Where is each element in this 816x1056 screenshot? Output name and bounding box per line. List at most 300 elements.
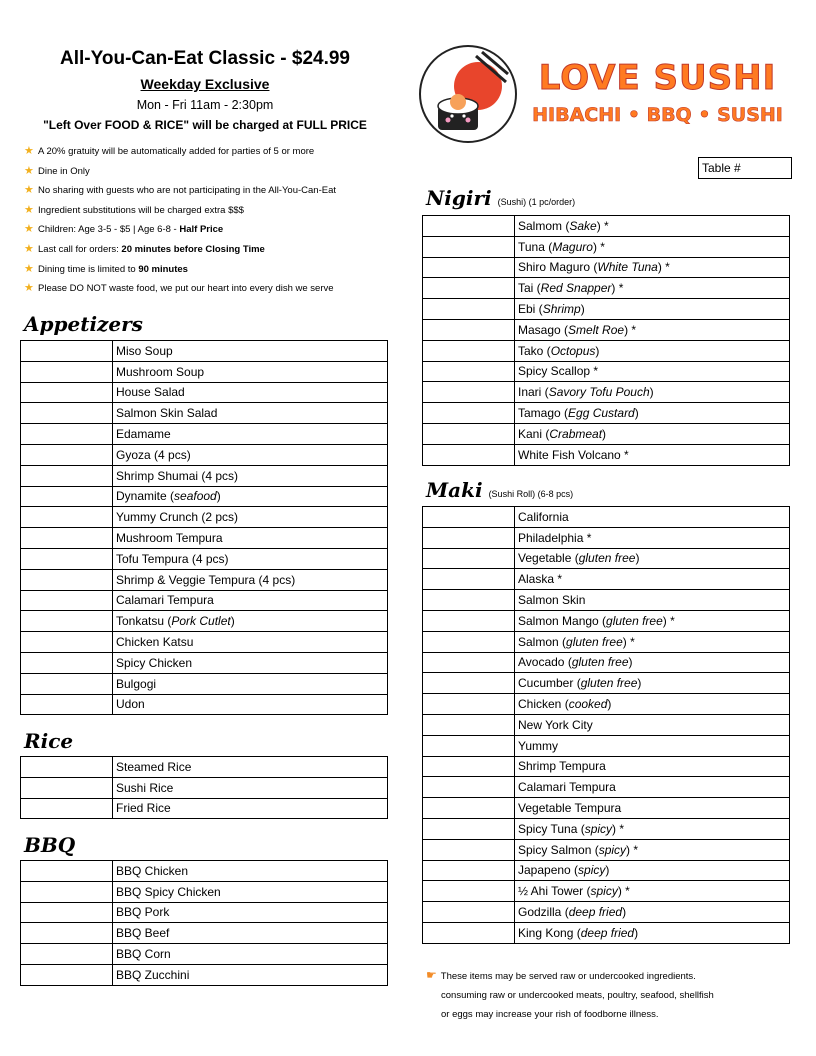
item-suffix: ) <box>634 406 639 421</box>
menu-row <box>423 922 790 943</box>
menu-item-name <box>515 527 790 548</box>
menu-row <box>423 507 790 528</box>
menu-item-name <box>515 319 790 340</box>
quantity-cell[interactable] <box>423 216 515 237</box>
menu-row <box>423 569 790 590</box>
menu-subtitle: Weekday Exclusive <box>140 76 270 92</box>
menu-item-name <box>515 361 790 382</box>
item-label: Calamari Tempura <box>116 593 214 608</box>
bbq-heading: BBQ <box>24 833 76 857</box>
rule-text: Dine in Only <box>38 165 90 177</box>
item-label: Chicken ( <box>518 697 569 712</box>
menu-item-name <box>113 444 388 465</box>
brand-block <box>520 58 795 126</box>
item-label: Salmon ( <box>518 634 567 649</box>
quantity-cell[interactable] <box>21 486 113 507</box>
item-label: Steamed Rice <box>116 759 192 774</box>
quantity-cell[interactable] <box>423 569 515 590</box>
menu-item-name <box>113 757 388 778</box>
quantity-cell[interactable] <box>21 507 113 528</box>
item-label: Spicy Chicken <box>116 655 193 670</box>
menu-item-name <box>515 236 790 257</box>
menu-row <box>21 881 388 902</box>
quantity-cell[interactable] <box>423 652 515 673</box>
quantity-cell[interactable] <box>423 777 515 798</box>
item-descriptor: cooked <box>568 697 608 712</box>
rice-heading: Rice <box>24 729 74 753</box>
menu-item-name <box>113 590 388 611</box>
menu-item-name <box>113 486 388 507</box>
menu-row <box>21 507 388 528</box>
item-descriptor: deep fried <box>580 925 635 940</box>
star-icon: ★ <box>24 223 34 236</box>
menu-item-name <box>515 444 790 465</box>
item-descriptor: spicy <box>598 842 627 857</box>
menu-item-name <box>515 673 790 694</box>
item-suffix: ) <box>230 614 235 629</box>
quantity-cell[interactable] <box>423 299 515 320</box>
item-label: Shiro Maguro ( <box>518 260 598 275</box>
menu-item-name <box>515 299 790 320</box>
menu-item-name <box>113 673 388 694</box>
quantity-cell[interactable] <box>423 423 515 444</box>
item-label: BBQ Spicy Chicken <box>116 884 221 899</box>
menu-item-name <box>515 756 790 777</box>
menu-item-name <box>515 403 790 424</box>
quantity-cell[interactable] <box>423 922 515 943</box>
item-suffix: ) * <box>612 821 625 836</box>
star-icon: ★ <box>24 282 34 295</box>
item-descriptor: deep fried <box>568 905 623 920</box>
item-label: King Kong ( <box>518 925 581 940</box>
item-descriptor: seafood <box>174 489 217 504</box>
quantity-cell[interactable] <box>21 652 113 673</box>
menu-item-name <box>515 777 790 798</box>
menu-row <box>423 631 790 652</box>
item-suffix: ) * <box>611 281 624 296</box>
item-descriptor: White Tuna <box>597 260 658 275</box>
item-label: Mushroom Soup <box>116 364 205 379</box>
item-label: Gyoza (4 pcs) <box>116 447 191 462</box>
item-label: California <box>518 509 569 524</box>
menu-row <box>423 216 790 237</box>
menu-row <box>423 319 790 340</box>
quantity-cell[interactable] <box>423 590 515 611</box>
menu-row <box>423 236 790 257</box>
item-suffix: ) <box>607 697 612 712</box>
brand-name: LOVE SUSHI <box>538 58 777 98</box>
menu-item-name <box>113 861 388 882</box>
menu-item-name <box>515 507 790 528</box>
item-label: Salmom ( <box>518 218 570 233</box>
quantity-cell[interactable] <box>21 465 113 486</box>
menu-item-name <box>515 569 790 590</box>
footnote-line-3: or eggs may increase your rish of foodborne illness. <box>441 1009 659 1020</box>
bbq-table <box>20 860 388 986</box>
quantity-cell[interactable] <box>423 839 515 860</box>
quantity-cell[interactable] <box>423 507 515 528</box>
item-label: Bulgogi <box>116 676 157 691</box>
item-label: Vegetable ( <box>518 551 579 566</box>
rule-text: Dining time is limited to <box>38 263 139 275</box>
item-suffix: ) <box>649 385 654 400</box>
item-label: Sushi Rice <box>116 780 174 795</box>
item-label: House Salad <box>116 385 185 400</box>
star-icon: ★ <box>24 164 34 177</box>
item-label: Vegetable Tempura <box>518 801 622 816</box>
quantity-cell[interactable] <box>21 798 113 819</box>
item-label: White Fish Volcano * <box>518 447 629 462</box>
rule-item <box>24 220 394 240</box>
rice-table <box>20 756 388 819</box>
menu-row <box>21 569 388 590</box>
rule-text: No sharing with guests who are not participating in the All-You-Can-Eat <box>38 185 337 197</box>
menu-item-name <box>515 257 790 278</box>
menu-item-name <box>113 361 388 382</box>
menu-row <box>423 527 790 548</box>
quantity-cell[interactable] <box>21 944 113 965</box>
menu-item-name <box>113 777 388 798</box>
item-label: Cucumber ( <box>518 676 581 691</box>
menu-item-name <box>113 944 388 965</box>
menu-row <box>423 881 790 902</box>
item-descriptor: gluten free <box>571 655 629 670</box>
item-descriptor: gluten free <box>578 551 636 566</box>
menu-row <box>423 361 790 382</box>
menu-row <box>423 403 790 424</box>
quantity-cell[interactable] <box>423 278 515 299</box>
quantity-cell[interactable] <box>423 694 515 715</box>
nigiri-note: (Sushi) (1 pc/order) <box>497 197 576 207</box>
quantity-cell[interactable] <box>423 798 515 819</box>
quantity-cell[interactable] <box>423 403 515 424</box>
menu-row <box>423 902 790 923</box>
quantity-cell[interactable] <box>21 694 113 715</box>
menu-row <box>423 548 790 569</box>
item-suffix: ) <box>580 302 585 317</box>
maki-note: (Sushi Roll) (6-8 pcs) <box>488 489 574 499</box>
menu-row <box>423 694 790 715</box>
star-icon: ★ <box>24 145 34 157</box>
item-descriptor: Savory Tofu Pouch <box>548 385 650 400</box>
menu-row <box>21 944 388 965</box>
menu-row <box>21 777 388 798</box>
menu-row <box>423 257 790 278</box>
footnote-line-2: consuming raw or undercooked meats, poultry, seafood, shellfish <box>441 990 714 1001</box>
menu-row <box>423 839 790 860</box>
menu-item-name <box>113 548 388 569</box>
item-label: Tako ( <box>518 343 551 358</box>
item-label: Yummy Crunch (2 pcs) <box>116 510 239 525</box>
menu-row <box>21 902 388 923</box>
leftover-warning: "Left Over FOOD & RICE" will be charged at FULL PRICE <box>43 118 367 132</box>
rule-text: Please DO NOT waste food, we put our heart into every dish we serve <box>38 283 334 295</box>
quantity-cell[interactable] <box>21 590 113 611</box>
menu-row <box>21 632 388 653</box>
quantity-cell[interactable] <box>423 361 515 382</box>
quantity-cell[interactable] <box>21 403 113 424</box>
item-suffix: ) * <box>617 884 630 899</box>
rule-item <box>24 260 394 280</box>
menu-row <box>21 652 388 673</box>
quantity-cell[interactable] <box>423 881 515 902</box>
menu-row <box>423 590 790 611</box>
menu-row <box>21 673 388 694</box>
menu-item-name <box>515 278 790 299</box>
maki-title: Maki <box>426 478 483 502</box>
quantity-cell[interactable] <box>21 923 113 944</box>
quantity-cell[interactable] <box>21 757 113 778</box>
item-label: Masago ( <box>518 322 569 337</box>
menu-item-name <box>113 569 388 590</box>
item-suffix: ) <box>635 551 640 566</box>
star-icon: ★ <box>24 184 34 197</box>
rule-emphasis: 90 minutes <box>138 263 188 275</box>
menu-item-name <box>113 382 388 403</box>
brand-tagline: HIBACHI • BBQ • SUSHI <box>532 104 783 126</box>
nigiri-title: Nigiri <box>426 186 492 210</box>
quantity-cell[interactable] <box>423 902 515 923</box>
item-descriptor: Red Snapper <box>540 281 612 296</box>
rule-item <box>24 181 394 201</box>
menu-row <box>423 798 790 819</box>
item-suffix: ) * <box>626 842 639 857</box>
item-descriptor: gluten free <box>580 676 638 691</box>
appetizers-heading: Appetizers <box>24 312 143 336</box>
quantity-cell[interactable] <box>21 361 113 382</box>
quantity-cell[interactable] <box>423 631 515 652</box>
menu-header <box>20 48 390 132</box>
item-descriptor: Octopus <box>550 343 596 358</box>
menu-item-name <box>113 424 388 445</box>
item-label: Japapeno ( <box>518 863 579 878</box>
raw-food-footnote <box>426 966 796 1024</box>
menu-row <box>423 735 790 756</box>
menu-row <box>423 610 790 631</box>
quantity-cell[interactable] <box>21 341 113 362</box>
quantity-cell[interactable] <box>423 340 515 361</box>
menu-row <box>423 444 790 465</box>
star-icon: ★ <box>24 203 34 216</box>
nigiri-heading <box>426 186 575 210</box>
menu-row <box>21 444 388 465</box>
quantity-cell[interactable] <box>423 319 515 340</box>
item-suffix: ) <box>634 925 639 940</box>
quantity-cell[interactable] <box>423 382 515 403</box>
rule-item <box>24 142 394 162</box>
table-number-field[interactable]: Table # <box>698 157 792 179</box>
quantity-cell[interactable] <box>21 777 113 798</box>
item-descriptor: spicy <box>578 863 606 878</box>
item-label: BBQ Beef <box>116 926 170 941</box>
quantity-cell[interactable] <box>423 860 515 881</box>
menu-item-name <box>113 964 388 985</box>
quantity-cell[interactable] <box>423 610 515 631</box>
item-descriptor: Maguro <box>552 239 593 254</box>
item-suffix: ) * <box>622 634 635 649</box>
item-suffix: ) <box>628 655 633 670</box>
item-label: Kani ( <box>518 426 550 441</box>
menu-row <box>21 382 388 403</box>
menu-item-name <box>113 507 388 528</box>
menu-item-name <box>113 528 388 549</box>
item-label: New York City <box>518 717 593 732</box>
quantity-cell[interactable] <box>21 528 113 549</box>
menu-row <box>21 341 388 362</box>
item-label: BBQ Zucchini <box>116 967 190 982</box>
rule-item <box>24 279 394 299</box>
menu-item-name <box>515 631 790 652</box>
menu-item-name <box>515 610 790 631</box>
menu-row <box>21 694 388 715</box>
maki-heading <box>426 478 573 502</box>
menu-item-name <box>515 340 790 361</box>
menu-row <box>21 590 388 611</box>
star-icon: ★ <box>24 262 34 275</box>
item-descriptor: Egg Custard <box>568 406 635 421</box>
quantity-cell[interactable] <box>423 756 515 777</box>
quantity-cell[interactable] <box>21 902 113 923</box>
item-suffix: ) <box>622 905 627 920</box>
quantity-cell[interactable] <box>21 881 113 902</box>
item-label: Spicy Scallop * <box>518 364 599 379</box>
item-descriptor: Sake <box>569 218 597 233</box>
item-label: Tofu Tempura (4 pcs) <box>116 551 229 566</box>
item-label: Philadelphia * <box>518 530 592 545</box>
menu-item-name <box>515 881 790 902</box>
footnote-line-1: These items may be served raw or undercooked ingredients. <box>440 971 696 982</box>
menu-item-name <box>515 735 790 756</box>
quantity-cell[interactable] <box>21 861 113 882</box>
item-label: Yummy <box>518 738 559 753</box>
item-label: Tamago ( <box>518 406 569 421</box>
menu-item-name <box>515 902 790 923</box>
menu-row <box>423 278 790 299</box>
quantity-cell[interactable] <box>21 382 113 403</box>
menu-row <box>423 299 790 320</box>
quantity-cell[interactable] <box>21 569 113 590</box>
item-label: Dynamite ( <box>116 489 175 504</box>
menu-item-name <box>515 652 790 673</box>
item-label: BBQ Pork <box>116 905 170 920</box>
rule-item <box>24 240 394 260</box>
quantity-cell[interactable] <box>423 236 515 257</box>
quantity-cell[interactable] <box>21 424 113 445</box>
menu-item-name <box>113 902 388 923</box>
item-suffix: ) * <box>592 239 605 254</box>
rules-list <box>24 142 394 299</box>
menu-item-name <box>113 632 388 653</box>
item-label: Tuna ( <box>518 239 553 254</box>
quantity-cell[interactable] <box>21 548 113 569</box>
item-label: Salmon Mango ( <box>518 613 607 628</box>
rule-text: A 20% gratuity will be automatically added for parties of 5 or more <box>38 146 315 157</box>
item-label: Shrimp & Veggie Tempura (4 pcs) <box>116 572 296 587</box>
menu-row <box>423 382 790 403</box>
quantity-cell[interactable] <box>423 548 515 569</box>
quantity-cell[interactable] <box>21 444 113 465</box>
item-suffix: ) <box>595 343 600 358</box>
item-descriptor: spicy <box>584 821 613 836</box>
menu-row <box>423 714 790 735</box>
item-label: Miso Soup <box>116 343 173 358</box>
menu-row <box>21 548 388 569</box>
menu-row <box>423 756 790 777</box>
quantity-cell[interactable] <box>423 444 515 465</box>
item-suffix: ) * <box>662 613 675 628</box>
pointing-hand-icon: ☛ <box>426 968 437 982</box>
item-label: BBQ Chicken <box>116 863 189 878</box>
menu-item-name <box>515 382 790 403</box>
item-suffix: ) <box>637 676 642 691</box>
menu-row <box>423 818 790 839</box>
menu-item-name <box>515 216 790 237</box>
item-label: Udon <box>116 697 145 712</box>
item-descriptor: gluten free <box>566 634 623 649</box>
item-descriptor: Shrimp <box>542 302 581 317</box>
item-label: Alaska * <box>518 572 563 587</box>
item-label: Ebi ( <box>518 302 543 317</box>
item-label: Spicy Tuna ( <box>518 821 585 836</box>
menu-row <box>423 673 790 694</box>
item-label: Spicy Salmon ( <box>518 842 599 857</box>
item-label: Godzilla ( <box>518 905 569 920</box>
quantity-cell[interactable] <box>21 673 113 694</box>
menu-item-name <box>113 881 388 902</box>
menu-item-name <box>515 818 790 839</box>
item-label: Calamari Tempura <box>518 780 616 795</box>
menu-item-name <box>113 465 388 486</box>
item-label: Mushroom Tempura <box>116 531 223 546</box>
item-descriptor: Crabmeat <box>549 426 603 441</box>
menu-item-name <box>515 798 790 819</box>
item-suffix: ) * <box>596 218 609 233</box>
item-label: Tai ( <box>518 281 541 296</box>
quantity-cell[interactable] <box>423 673 515 694</box>
nigiri-table <box>422 215 790 466</box>
menu-item-name <box>113 611 388 632</box>
quantity-cell[interactable] <box>423 257 515 278</box>
quantity-cell[interactable] <box>21 964 113 985</box>
menu-row <box>21 757 388 778</box>
menu-row <box>21 964 388 985</box>
menu-item-name <box>515 860 790 881</box>
quantity-cell[interactable] <box>21 611 113 632</box>
quantity-cell[interactable] <box>423 527 515 548</box>
item-suffix: ) * <box>624 322 637 337</box>
menu-item-name <box>113 694 388 715</box>
quantity-cell[interactable] <box>423 714 515 735</box>
menu-row <box>423 860 790 881</box>
rule-item <box>24 201 394 221</box>
star-icon: ★ <box>24 242 34 255</box>
menu-title: All-You-Can-Eat Classic - $24.99 <box>59 48 351 69</box>
quantity-cell[interactable] <box>21 632 113 653</box>
menu-row <box>21 861 388 882</box>
menu-row <box>21 798 388 819</box>
menu-item-name <box>113 798 388 819</box>
rule-emphasis: 20 minutes before Closing Time <box>121 243 265 255</box>
rule-text: Ingredient substitutions will be charged extra $$$ <box>38 204 244 216</box>
quantity-cell[interactable] <box>423 818 515 839</box>
quantity-cell[interactable] <box>423 735 515 756</box>
menu-row <box>423 423 790 444</box>
item-label: Salmon Skin Salad <box>116 406 218 421</box>
menu-item-name <box>113 403 388 424</box>
item-label: Tonkatsu ( <box>116 614 172 629</box>
item-suffix: ) * <box>657 260 670 275</box>
menu-row <box>21 923 388 944</box>
